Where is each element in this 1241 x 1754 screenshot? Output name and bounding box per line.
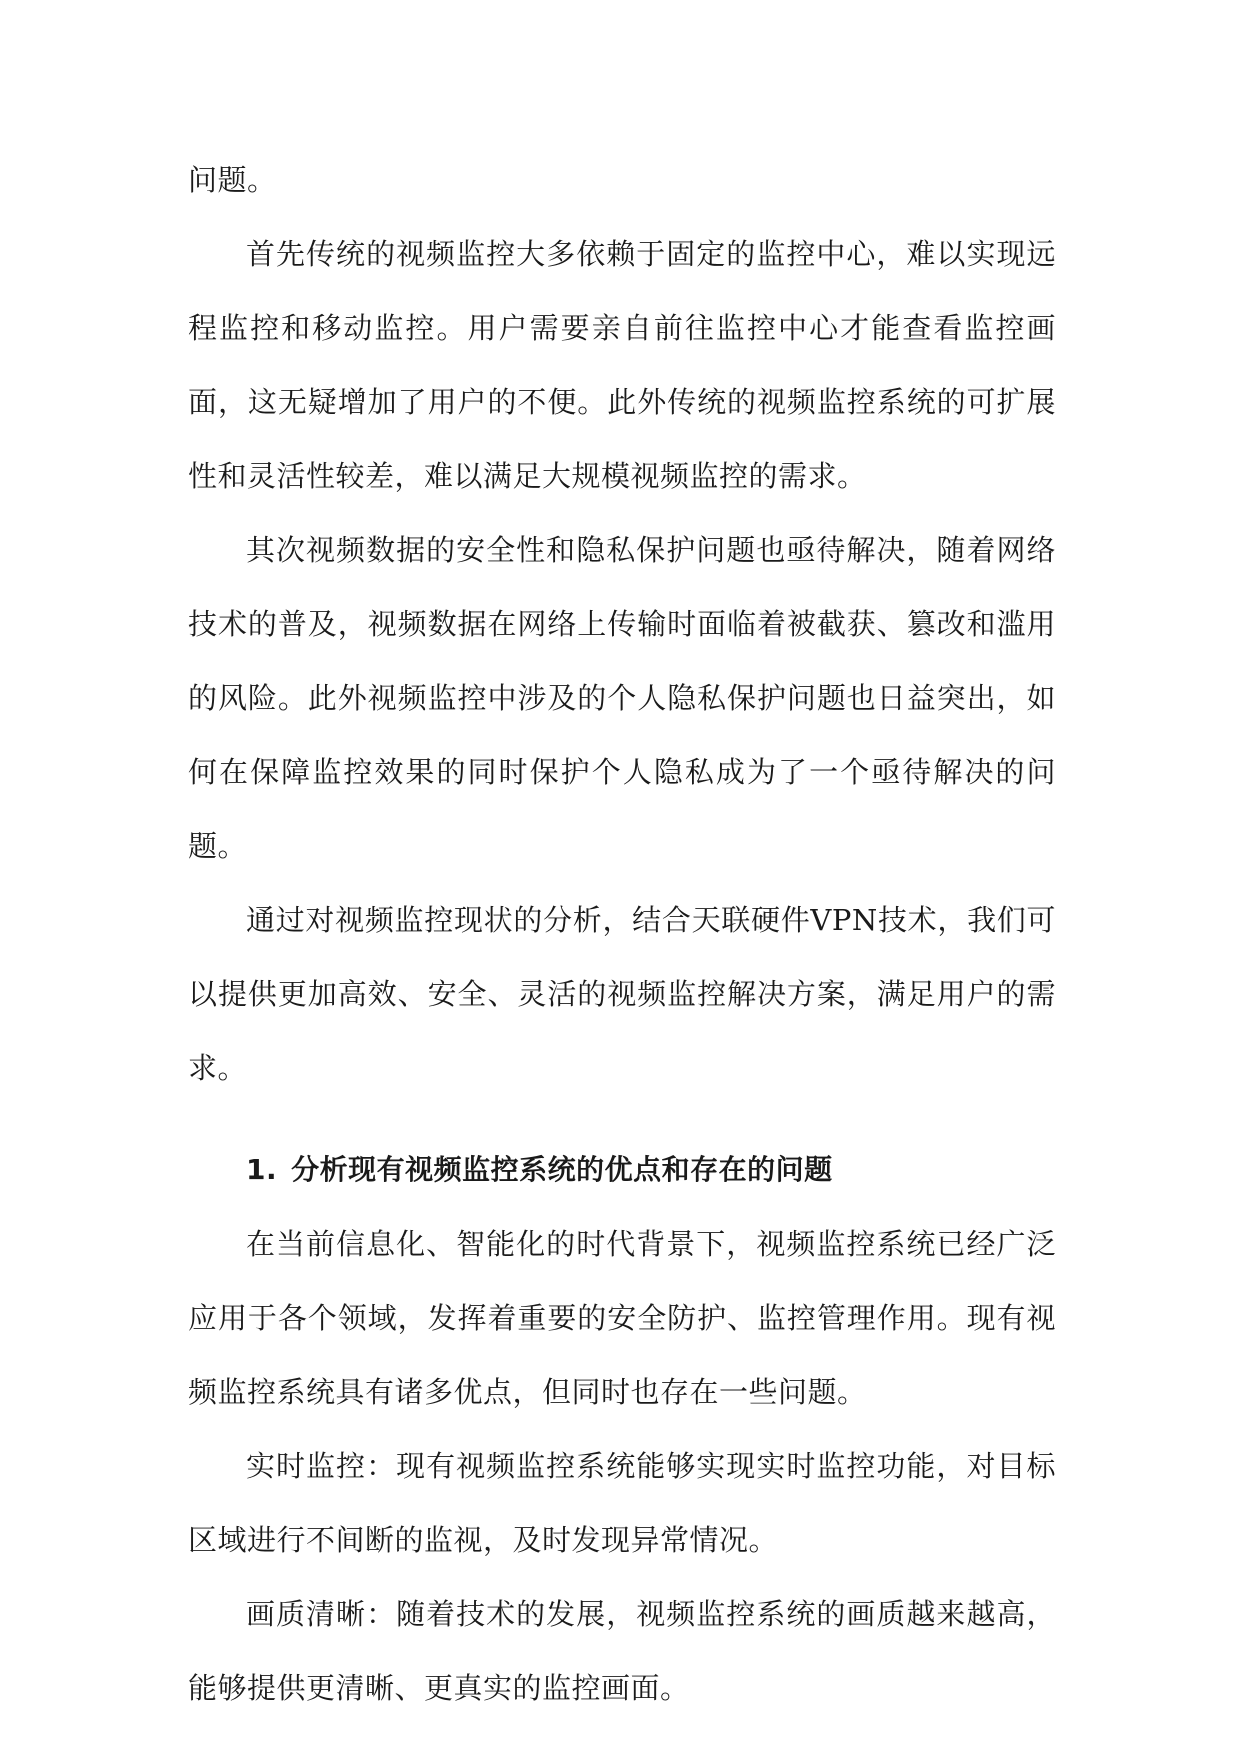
section-heading-block — [188, 1133, 1056, 1207]
paragraph-vpn-solution: 通过对视频监控现状的分析，结合天联硬件VPN技术，我们可以提供更加高效、安全、灵活的视频监控解决方案，满足用户的需求。 — [188, 903, 1056, 1085]
paragraph-clear-image-quality: 画质清晰：随着技术的发展，视频监控系统的画质越来越高，能够提供更清晰、更真实的监控画面。 — [188, 1597, 1056, 1705]
section-heading-text: 分析现有视频监控系统的优点和存在的问题 — [291, 1153, 833, 1186]
paragraph-background: 在当前信息化、智能化的时代背景下，视频监控系统已经广泛应用于各个领域，发挥着重要的安全防护、监控管理作用。现有视频监控系统具有诸多优点，但同时也存在一些问题。 — [188, 1227, 1056, 1409]
paragraph-traditional-monitoring: 首先传统的视频监控大多依赖于固定的监控中心，难以实现远程监控和移动监控。用户需要亲自前往监控中心才能查看监控画面，这无疑增加了用户的不便。此外传统的视频监控系统的可扩展性和灵活性较差，难以满足大规模视频监控的需求。 — [188, 237, 1056, 493]
document-body — [188, 143, 1056, 1725]
paragraph-continuation: 问题。 — [188, 163, 277, 197]
section-heading-number: 1. — [246, 1153, 278, 1186]
paragraph-data-security: 其次视频数据的安全性和隐私保护问题也亟待解决，随着网络技术的普及，视频数据在网络上传输时面临着被截获、篡改和滥用的风险。此外视频监控中涉及的个人隐私保护问题也日益突出，如何在保障监控效果的同时保护个人隐私成为了一个亟待解决的问题。 — [188, 533, 1056, 863]
paragraph-realtime-monitoring: 实时监控：现有视频监控系统能够实现实时监控功能，对目标区域进行不间断的监视，及时发现异常情况。 — [188, 1449, 1056, 1557]
section-heading — [188, 1133, 1056, 1207]
